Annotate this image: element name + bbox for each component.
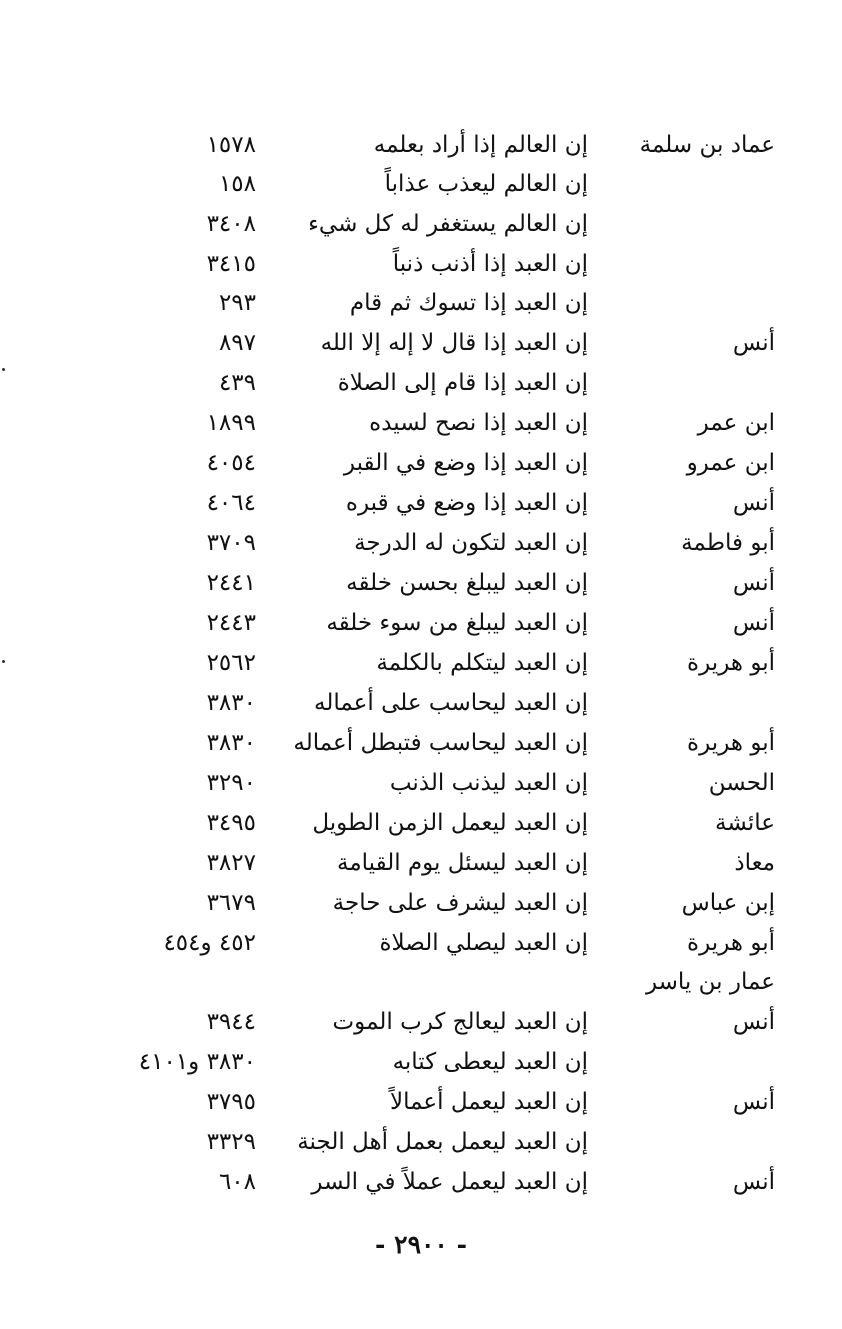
reference-number: ٣٨٣٠ xyxy=(206,690,256,716)
reference-number: ٣٩٤٤ xyxy=(206,1009,256,1035)
index-entry xyxy=(0,1162,842,1202)
reference-number: ٤٠٦٤ xyxy=(206,490,256,516)
narrator-name: أنس xyxy=(732,1009,775,1035)
hadith-opening: إن العبد ليعمل بعمل أهل الجنة xyxy=(297,1129,588,1155)
reference-number: ٢٥٦٢ xyxy=(206,650,256,676)
index-entry xyxy=(0,962,842,1002)
index-entry xyxy=(0,244,842,284)
reference-number: ٣٨٣٠ xyxy=(206,730,256,756)
index-entry xyxy=(0,723,842,763)
index-entry xyxy=(0,923,842,963)
reference-number: ٣٧٠٩ xyxy=(206,530,256,556)
hadith-opening: إن العالم ليعذب عذاباً xyxy=(384,171,588,197)
hadith-opening: إن العبد ليسئل يوم القيامة xyxy=(336,850,588,876)
reference-number: ٣٧٩٥ xyxy=(206,1089,256,1115)
reference-number: ٣٨٢٧ xyxy=(206,850,256,876)
reference-number: ٣٨٣٠ و٤١٠١ xyxy=(138,1049,256,1075)
narrator-name: ابن عمر xyxy=(697,410,775,436)
narrator-name: أنس xyxy=(732,610,775,636)
narrator-name: الحسن xyxy=(708,770,775,796)
narrator-name: أنس xyxy=(732,1169,775,1195)
index-entry xyxy=(0,283,842,323)
narrator-name: معاذ xyxy=(734,850,775,876)
hadith-opening: إن العبد إذا قام إلى الصلاة xyxy=(337,370,588,396)
narrator-name: أبو فاطمة xyxy=(681,530,775,556)
hadith-opening: إن العبد إذا نصح لسيده xyxy=(369,410,588,436)
index-entry xyxy=(0,363,842,403)
hadith-opening: إن العبد ليصلي الصلاة xyxy=(379,930,588,956)
hadith-opening: إن العبد ليعطى كتابه xyxy=(392,1049,588,1075)
index-entry xyxy=(0,563,842,603)
narrator-name: أنس xyxy=(732,570,775,596)
hadith-opening: إن العبد ليذنب الذنب xyxy=(389,770,588,796)
hadith-opening: إن العبد إذا تسوك ثم قام xyxy=(349,290,588,316)
hadith-opening: إن العبد ليعالج كرب الموت xyxy=(332,1009,588,1035)
page-number: - ٢٩٠٠ - xyxy=(375,1230,467,1259)
narrator-name: أبو هريرة xyxy=(687,930,775,956)
narrator-name: عائشة xyxy=(715,810,775,836)
index-entry xyxy=(0,403,842,443)
index-entry xyxy=(0,643,842,683)
narrator-name: أنس xyxy=(732,330,775,356)
reference-number: ٣٤٠٨ xyxy=(206,211,256,237)
reference-number: ٨٩٧ xyxy=(218,330,256,356)
narrator-name: ابن عمرو xyxy=(686,450,775,476)
reference-number: ٦٠٨ xyxy=(218,1169,256,1195)
hadith-opening: إن العبد إذا وضع في القبر xyxy=(343,450,588,476)
narrator-name: أنس xyxy=(732,490,775,516)
index-entry xyxy=(0,1122,842,1162)
reference-number: ٣٦٧٩ xyxy=(206,890,256,916)
narrator-name: عماد بن سلمة xyxy=(639,132,775,158)
index-entry xyxy=(0,323,842,363)
hadith-opening: إن العبد ليحاسب على أعماله xyxy=(314,690,588,716)
hadith-opening: إن العبد ليبلغ من سوء خلقه xyxy=(326,610,588,636)
hadith-opening: إن العبد ليتكلم بالكلمة xyxy=(376,650,588,676)
index-entry xyxy=(0,763,842,803)
index-entry xyxy=(0,125,842,165)
hadith-opening: إن العبد ليعمل الزمن الطويل xyxy=(312,810,588,836)
reference-number: ٣٣٢٩ xyxy=(206,1129,256,1155)
index-entry xyxy=(0,164,842,204)
reference-number: ٢٩٣ xyxy=(218,290,256,316)
hadith-opening: إن العبد ليعمل أعمالاً xyxy=(389,1089,588,1115)
hadith-opening: إن العبد إذا قال لا إله إلا الله xyxy=(320,330,588,356)
index-entry xyxy=(0,204,842,244)
index-entry xyxy=(0,683,842,723)
hadith-opening: إن العبد ليحاسب فتبطل أعماله xyxy=(293,730,588,756)
hadith-opening: إن العبد إذا أذنب ذنباً xyxy=(392,251,588,277)
hadith-opening: إن العالم يستغفر له كل شيء xyxy=(308,211,588,237)
narrator-name: إبن عباس xyxy=(681,890,775,916)
reference-number: ٤٥٢ و٤٥٤ xyxy=(163,930,256,956)
hadith-opening: إن العبد ليشرف على حاجة xyxy=(332,890,588,916)
narrator-name: أنس xyxy=(732,1089,775,1115)
index-entry xyxy=(0,883,842,923)
index-entry xyxy=(0,523,842,563)
index-entry xyxy=(0,843,842,883)
reference-number: ٣٤٩٥ xyxy=(206,810,256,836)
reference-number: ٢٤٤١ xyxy=(206,570,256,596)
hadith-opening: إن العبد ليعمل عملاً في السر xyxy=(311,1169,588,1195)
hadith-opening: إن العبد إذا وضع في قبره xyxy=(345,490,588,516)
index-entry xyxy=(0,1042,842,1082)
reference-number: ٣٤١٥ xyxy=(206,251,256,277)
narrator-name: عمار بن ياسر xyxy=(645,969,775,995)
hadith-opening: إن العبد لتكون له الدرجة xyxy=(354,530,588,556)
hadith-opening: إن العالم إذا أراد بعلمه xyxy=(373,132,588,158)
reference-number: ٤٠٥٤ xyxy=(206,450,256,476)
reference-number: ٢٤٤٣ xyxy=(206,610,256,636)
reference-number: ١٥٨ xyxy=(218,171,256,197)
index-entry xyxy=(0,603,842,643)
index-entry xyxy=(0,483,842,523)
reference-number: ١٥٧٨ xyxy=(206,132,256,158)
reference-number: ٣٢٩٠ xyxy=(206,770,256,796)
index-entry xyxy=(0,443,842,483)
reference-number: ١٨٩٩ xyxy=(206,410,256,436)
narrator-name: أبو هريرة xyxy=(687,650,775,676)
hadith-opening: إن العبد ليبلغ بحسن خلقه xyxy=(346,570,588,596)
index-entry xyxy=(0,1002,842,1042)
reference-number: ٤٣٩ xyxy=(218,370,256,396)
index-entry xyxy=(0,803,842,843)
index-entry xyxy=(0,1082,842,1122)
narrator-name: أبو هريرة xyxy=(687,730,775,756)
